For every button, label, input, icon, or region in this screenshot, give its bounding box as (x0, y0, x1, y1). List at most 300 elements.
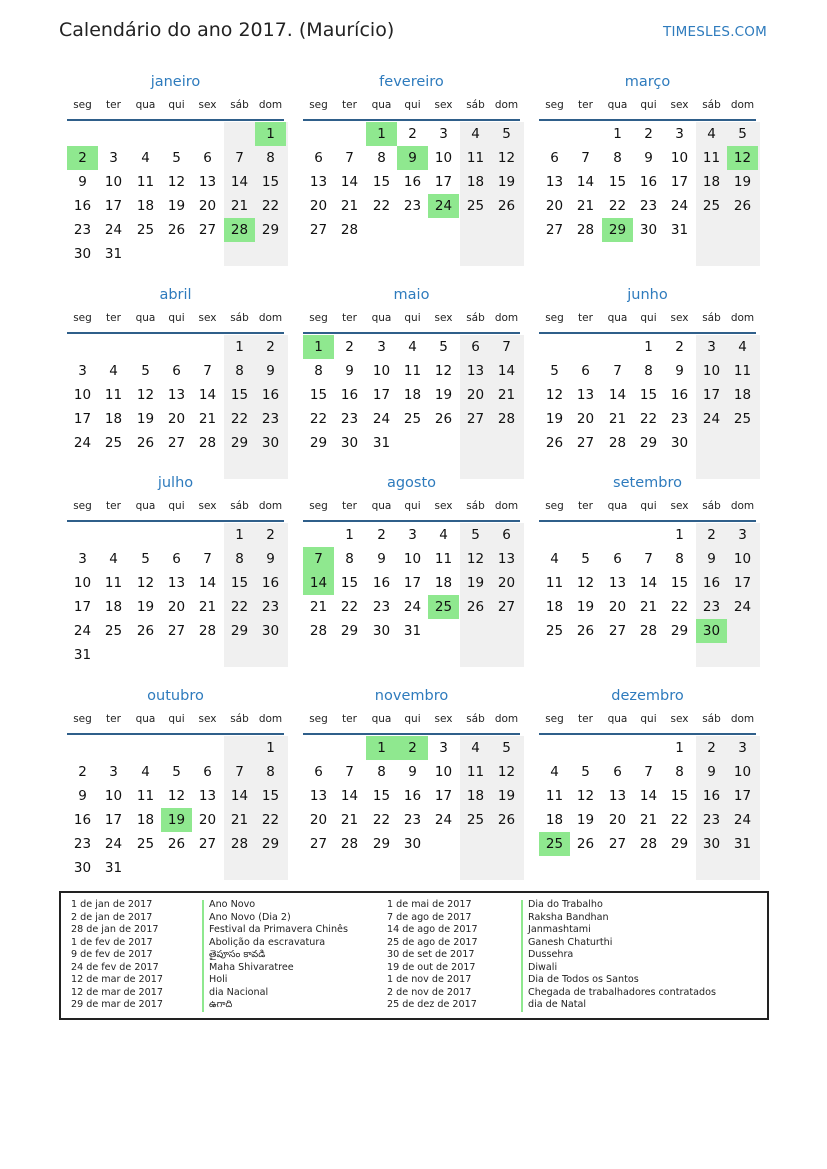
day-cell: 11 (733, 363, 752, 379)
brand-link[interactable]: TIMESLES.COM (663, 24, 767, 40)
weekday-header: sex (434, 500, 453, 512)
day-cell: 7 (613, 363, 622, 379)
month-agosto (303, 475, 520, 665)
month-name: janeiro (150, 74, 201, 90)
weekday-header: ter (342, 713, 357, 725)
weekday-header: ter (106, 713, 121, 725)
month-divider (539, 520, 756, 522)
weekday-header: sex (670, 500, 689, 512)
weekday-header: ter (578, 713, 593, 725)
legend-holiday-name: Diwali (528, 961, 558, 973)
day-cell: 10 (73, 575, 92, 591)
day-cell: 3 (377, 339, 386, 355)
day-cell: 8 (235, 363, 244, 379)
day-cell: 24 (733, 599, 752, 615)
legend-date: 24 de fev de 2017 (71, 961, 159, 973)
day-cell: 21 (340, 198, 359, 214)
day-cell: 15 (372, 174, 391, 190)
month-divider (303, 119, 520, 121)
weekday-header: qui (168, 99, 185, 111)
weekday-header: sex (434, 312, 453, 324)
day-cell: 22 (372, 198, 391, 214)
day-cell: 28 (340, 222, 359, 238)
day-cell: 31 (733, 836, 752, 852)
day-cell: 8 (314, 363, 323, 379)
weekday-header: dom (494, 312, 519, 324)
day-cell: 21 (497, 387, 516, 403)
day-cell: 18 (104, 411, 123, 427)
day-cell: 8 (266, 150, 275, 166)
day-cell: 16 (702, 788, 721, 804)
legend-holiday-name: Ano Novo (209, 899, 256, 910)
day-cell: 30 (73, 246, 92, 262)
month-name: outubro (147, 688, 204, 704)
holiday-day-cell: 19 (161, 808, 192, 832)
day-cell: 14 (198, 575, 217, 591)
day-cell: 18 (434, 575, 453, 591)
weekday-header: dom (258, 500, 283, 512)
holiday-day-cell: 2 (67, 146, 98, 170)
day-cell: 19 (136, 599, 155, 615)
day-cell: 3 (439, 740, 448, 756)
day-cell: 22 (670, 812, 689, 828)
weekday-header: qua (607, 312, 628, 324)
holiday-day-cell: 12 (727, 146, 758, 170)
day-cell: 30 (372, 623, 391, 639)
month-outubro (67, 688, 284, 878)
day-cell: 22 (230, 411, 249, 427)
day-cell: 29 (340, 623, 359, 639)
day-cell: 20 (608, 812, 627, 828)
day-cell: 13 (309, 788, 328, 804)
day-cell: 5 (581, 764, 590, 780)
holiday-day-cell: 30 (696, 619, 727, 643)
month-divider (67, 332, 284, 334)
month-abril (67, 287, 284, 477)
legend-holiday-name: Dia do Trabalho (528, 899, 603, 910)
day-cell: 6 (314, 764, 323, 780)
day-cell: 28 (497, 411, 516, 427)
day-cell: 12 (576, 575, 595, 591)
day-cell: 25 (136, 222, 155, 238)
day-cell: 28 (198, 435, 217, 451)
day-cell: 13 (309, 174, 328, 190)
month-divider (67, 520, 284, 522)
day-cell: 25 (545, 623, 564, 639)
day-cell: 6 (613, 764, 622, 780)
day-cell: 21 (230, 198, 249, 214)
day-cell: 10 (73, 387, 92, 403)
legend-date: 14 de ago de 2017 (387, 924, 478, 935)
month-name: setembro (613, 475, 682, 491)
day-cell: 23 (340, 411, 359, 427)
legend-marker (202, 900, 204, 1012)
day-cell: 12 (434, 363, 453, 379)
day-cell: 11 (104, 575, 123, 591)
day-cell: 11 (104, 387, 123, 403)
day-cell: 10 (104, 174, 123, 190)
day-cell: 23 (670, 411, 689, 427)
day-cell: 4 (109, 363, 118, 379)
legend-date: 19 de out de 2017 (387, 961, 476, 973)
day-cell: 26 (466, 599, 485, 615)
month-divider (303, 733, 520, 735)
day-cell: 9 (644, 150, 653, 166)
month-julho (67, 475, 284, 665)
day-cell: 18 (545, 599, 564, 615)
month-name: maio (393, 287, 430, 303)
legend-dates-col2 (387, 899, 478, 1012)
weekday-header: seg (545, 312, 564, 324)
day-cell: 21 (198, 411, 217, 427)
legend-date: 2 de jan de 2017 (71, 911, 153, 923)
weekday-header: seg (73, 713, 92, 725)
day-cell: 10 (403, 551, 422, 567)
legend-date: 12 de mar de 2017 (71, 986, 163, 998)
day-cell: 13 (466, 363, 485, 379)
day-cell: 7 (644, 551, 653, 567)
day-cell: 4 (408, 339, 417, 355)
weekday-header: sáb (466, 312, 485, 324)
weekday-header: seg (73, 312, 92, 324)
day-cell: 6 (172, 551, 181, 567)
day-cell: 16 (670, 387, 689, 403)
day-cell: 8 (675, 551, 684, 567)
day-cell: 15 (230, 387, 249, 403)
day-cell: 27 (466, 411, 485, 427)
day-cell: 27 (309, 222, 328, 238)
day-cell: 31 (104, 246, 123, 262)
day-cell: 19 (733, 174, 752, 190)
legend-holiday-name: తైపూసం కావడి (209, 949, 266, 960)
weekday-header: ter (342, 312, 357, 324)
day-cell: 11 (403, 363, 422, 379)
day-cell: 9 (707, 764, 716, 780)
day-cell: 19 (434, 387, 453, 403)
day-cell: 5 (172, 764, 181, 780)
month-divider (539, 119, 756, 121)
legend-holiday-name: dia Nacional (209, 986, 269, 998)
weekday-header: qui (404, 99, 421, 111)
day-cell: 15 (608, 174, 627, 190)
day-cell: 27 (167, 623, 186, 639)
day-cell: 27 (309, 836, 328, 852)
day-cell: 14 (340, 788, 359, 804)
day-cell: 25 (702, 198, 721, 214)
day-cell: 11 (136, 174, 155, 190)
day-cell: 9 (266, 551, 275, 567)
day-cell: 14 (576, 174, 595, 190)
day-cell: 10 (372, 363, 391, 379)
day-cell: 5 (439, 339, 448, 355)
weekday-header: seg (309, 312, 328, 324)
day-cell: 7 (345, 764, 354, 780)
day-cell: 26 (497, 198, 516, 214)
weekday-header: sáb (702, 99, 721, 111)
day-cell: 24 (73, 623, 92, 639)
day-cell: 5 (550, 363, 559, 379)
day-cell: 14 (198, 387, 217, 403)
day-cell: 23 (702, 599, 721, 615)
weekday-header: qua (135, 99, 156, 111)
day-cell: 19 (466, 575, 485, 591)
weekday-header: sex (198, 713, 217, 725)
legend-holiday-name: ఉగాది (209, 999, 233, 1010)
day-cell: 17 (702, 387, 721, 403)
day-cell: 15 (639, 387, 658, 403)
day-cell: 13 (608, 788, 627, 804)
day-cell: 9 (707, 551, 716, 567)
legend-date: 1 de jan de 2017 (71, 899, 153, 910)
weekday-header: sex (198, 99, 217, 111)
holiday-day-cell: 9 (397, 146, 428, 170)
day-cell: 21 (230, 812, 249, 828)
day-cell: 13 (497, 551, 516, 567)
legend-holiday-name: Festival da Primavera Chinês (209, 924, 348, 935)
weekday-header: qua (607, 99, 628, 111)
day-cell: 17 (434, 174, 453, 190)
holiday-day-cell: 24 (428, 194, 459, 218)
day-cell: 23 (702, 812, 721, 828)
day-cell: 5 (502, 740, 511, 756)
day-cell: 6 (314, 150, 323, 166)
weekday-header: sáb (230, 99, 249, 111)
legend-date: 9 de fev de 2017 (71, 949, 153, 960)
day-cell: 4 (141, 150, 150, 166)
weekday-header: dom (494, 500, 519, 512)
day-cell: 28 (639, 836, 658, 852)
day-cell: 3 (439, 126, 448, 142)
holiday-day-cell: 25 (428, 595, 459, 619)
weekday-header: sáb (230, 713, 249, 725)
day-cell: 27 (167, 435, 186, 451)
day-cell: 11 (702, 150, 721, 166)
day-cell: 23 (261, 599, 280, 615)
day-cell: 6 (471, 339, 480, 355)
day-cell: 7 (203, 551, 212, 567)
day-cell: 2 (408, 126, 417, 142)
day-cell: 17 (73, 599, 92, 615)
weekday-header: sáb (702, 500, 721, 512)
day-cell: 15 (261, 174, 280, 190)
legend-holiday-name: dia de Natal (528, 999, 587, 1010)
weekday-header: ter (106, 500, 121, 512)
month-divider (539, 733, 756, 735)
weekday-header: ter (106, 99, 121, 111)
day-cell: 14 (340, 174, 359, 190)
day-cell: 6 (550, 150, 559, 166)
legend-dates-col1 (71, 899, 163, 1012)
day-cell: 18 (466, 174, 485, 190)
day-cell: 14 (639, 788, 658, 804)
day-cell: 20 (545, 198, 564, 214)
day-cell: 22 (639, 411, 658, 427)
weekday-header: sex (434, 713, 453, 725)
day-cell: 16 (372, 575, 391, 591)
weekday-header: qui (168, 713, 185, 725)
day-cell: 16 (261, 575, 280, 591)
day-cell: 2 (266, 527, 275, 543)
day-cell: 26 (733, 198, 752, 214)
day-cell: 20 (198, 198, 217, 214)
day-cell: 16 (73, 198, 92, 214)
day-cell: 20 (198, 812, 217, 828)
day-cell: 31 (372, 435, 391, 451)
day-cell: 4 (738, 339, 747, 355)
day-cell: 16 (73, 812, 92, 828)
day-cell: 20 (466, 387, 485, 403)
day-cell: 27 (545, 222, 564, 238)
weekday-header: qui (640, 99, 657, 111)
day-cell: 18 (702, 174, 721, 190)
day-cell: 1 (675, 527, 684, 543)
weekday-header: sáb (702, 713, 721, 725)
day-cell: 10 (702, 363, 721, 379)
weekday-header: sex (434, 99, 453, 111)
day-cell: 2 (377, 527, 386, 543)
month-divider (303, 520, 520, 522)
day-cell: 24 (104, 222, 123, 238)
day-cell: 15 (309, 387, 328, 403)
day-cell: 6 (581, 363, 590, 379)
weekday-header: qua (371, 713, 392, 725)
month-junho (539, 287, 756, 477)
holiday-day-cell: 28 (224, 218, 255, 242)
weekday-header: seg (309, 713, 328, 725)
day-cell: 7 (644, 764, 653, 780)
day-cell: 2 (345, 339, 354, 355)
day-cell: 26 (136, 623, 155, 639)
day-cell: 10 (434, 150, 453, 166)
day-cell: 9 (675, 363, 684, 379)
weekday-header: qui (404, 312, 421, 324)
day-cell: 9 (266, 363, 275, 379)
day-cell: 7 (345, 150, 354, 166)
month-divider (67, 119, 284, 121)
day-cell: 26 (167, 222, 186, 238)
day-cell: 23 (73, 222, 92, 238)
day-cell: 9 (377, 551, 386, 567)
legend-holiday-name: Ano Novo (Dia 2) (209, 911, 291, 923)
day-cell: 9 (408, 764, 417, 780)
day-cell: 15 (261, 788, 280, 804)
holiday-day-cell: 2 (397, 736, 428, 760)
day-cell: 22 (261, 812, 280, 828)
day-cell: 20 (167, 599, 186, 615)
weekday-header: sex (670, 713, 689, 725)
day-cell: 21 (576, 198, 595, 214)
weekday-header: seg (309, 500, 328, 512)
day-cell: 28 (230, 836, 249, 852)
day-cell: 8 (377, 150, 386, 166)
day-cell: 10 (733, 764, 752, 780)
weekday-header: sáb (466, 99, 485, 111)
holiday-day-cell: 25 (539, 832, 570, 856)
day-cell: 19 (136, 411, 155, 427)
weekday-header: ter (342, 99, 357, 111)
day-cell: 27 (497, 599, 516, 615)
weekday-header: qua (607, 500, 628, 512)
day-cell: 13 (545, 174, 564, 190)
legend-holiday-name: Holi (209, 974, 228, 985)
day-cell: 6 (203, 150, 212, 166)
day-cell: 29 (261, 222, 280, 238)
legend-holiday-name: Maha Shivaratree (209, 961, 294, 973)
day-cell: 20 (608, 599, 627, 615)
month-name: março (624, 74, 671, 90)
day-cell: 13 (167, 387, 186, 403)
day-cell: 29 (261, 836, 280, 852)
day-cell: 1 (675, 740, 684, 756)
weekday-header: sex (670, 99, 689, 111)
weekday-header: sáb (230, 500, 249, 512)
day-cell: 22 (340, 599, 359, 615)
legend-date: 1 de mai de 2017 (387, 899, 472, 910)
day-cell: 17 (372, 387, 391, 403)
day-cell: 15 (230, 575, 249, 591)
day-cell: 10 (670, 150, 689, 166)
legend-holiday-name: Dussehra (528, 949, 574, 960)
day-cell: 2 (675, 339, 684, 355)
weekday-header: qua (371, 99, 392, 111)
day-cell: 20 (167, 411, 186, 427)
day-cell: 30 (340, 435, 359, 451)
weekday-header: sáb (702, 312, 721, 324)
day-cell: 6 (613, 551, 622, 567)
day-cell: 7 (235, 150, 244, 166)
day-cell: 2 (707, 740, 716, 756)
day-cell: 24 (73, 435, 92, 451)
day-cell: 2 (266, 339, 275, 355)
holiday-day-cell: 1 (303, 335, 334, 359)
day-cell: 5 (172, 150, 181, 166)
day-cell: 18 (104, 599, 123, 615)
day-cell: 20 (576, 411, 595, 427)
day-cell: 13 (198, 174, 217, 190)
day-cell: 24 (372, 411, 391, 427)
day-cell: 12 (576, 788, 595, 804)
weekday-header: qua (135, 500, 156, 512)
day-cell: 29 (372, 836, 391, 852)
day-cell: 17 (104, 812, 123, 828)
day-cell: 7 (235, 764, 244, 780)
day-cell: 1 (235, 339, 244, 355)
weekday-header: seg (73, 99, 92, 111)
weekday-header: qui (168, 312, 185, 324)
day-cell: 30 (261, 623, 280, 639)
day-cell: 17 (733, 575, 752, 591)
day-cell: 23 (639, 198, 658, 214)
day-cell: 5 (581, 551, 590, 567)
day-cell: 21 (608, 411, 627, 427)
day-cell: 6 (502, 527, 511, 543)
day-cell: 19 (576, 812, 595, 828)
day-cell: 16 (403, 174, 422, 190)
day-cell: 5 (502, 126, 511, 142)
day-cell: 10 (434, 764, 453, 780)
day-cell: 15 (340, 575, 359, 591)
weekday-header: qua (607, 713, 628, 725)
holiday-day-cell: 1 (255, 122, 286, 146)
day-cell: 18 (403, 387, 422, 403)
day-cell: 23 (403, 812, 422, 828)
day-cell: 9 (78, 174, 87, 190)
day-cell: 27 (576, 435, 595, 451)
weekday-header: dom (258, 713, 283, 725)
day-cell: 27 (608, 836, 627, 852)
day-cell: 16 (639, 174, 658, 190)
weekday-header: qua (371, 312, 392, 324)
